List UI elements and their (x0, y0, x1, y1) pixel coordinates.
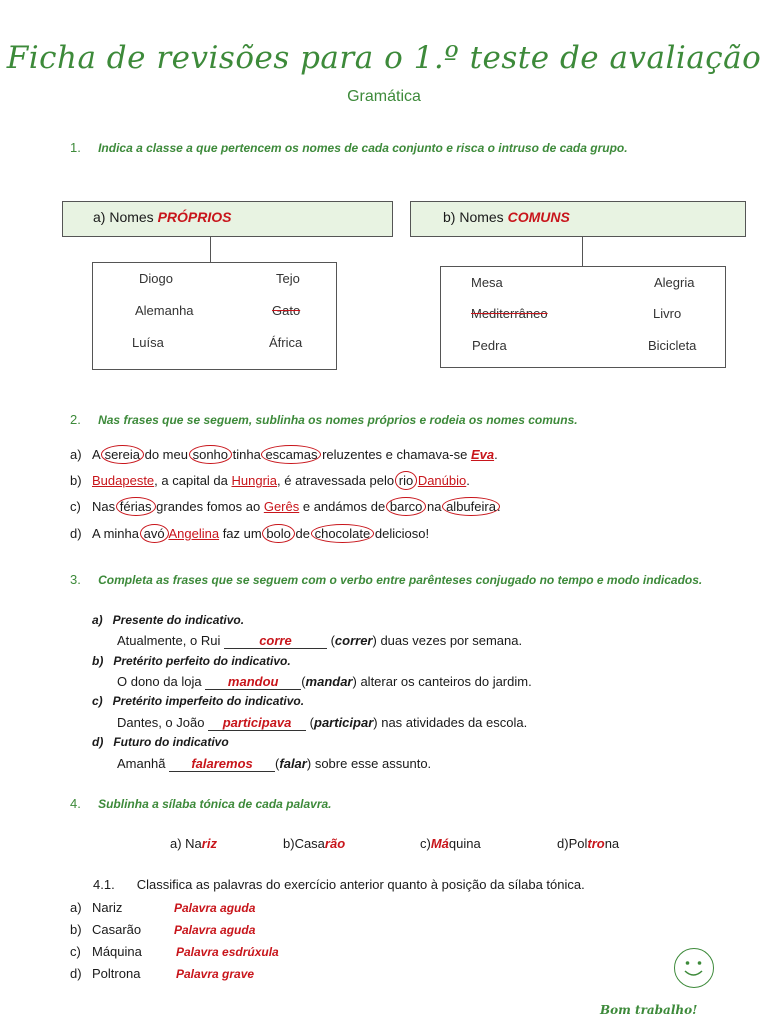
box-a-label: a) Nomes (93, 209, 158, 225)
sentence-b: b) Budapeste, a capital da Hungria, é atravessada pelo rio Danúbio. (70, 473, 470, 488)
answer-blank[interactable]: mandou (205, 674, 301, 690)
answer: Palavra aguda (174, 901, 256, 915)
common-noun: barco (386, 497, 427, 516)
common-noun: sereia (101, 445, 144, 464)
tonic-syllable: tro (587, 836, 605, 851)
tense-b: b) Pretérito perfeito do indicativo. (92, 654, 291, 668)
connector-a (210, 237, 211, 263)
sentence-a: a) A sereia do meu sonho tinha escamas reluzentes e chamava-se Eva. (70, 447, 498, 462)
question-text: Sublinha a sílaba tónica de cada palavra. (98, 797, 332, 811)
question-number: 4. (70, 796, 81, 811)
sentence-d: d) A minha avó Angelina faz um bolo de chocolate delicioso! (70, 526, 430, 541)
answer-blank[interactable]: corre (224, 633, 327, 649)
answer: Palavra aguda (174, 923, 256, 937)
question-text: Completa as frases que se seguem com o verbo entre parênteses conjugado no tempo e modo indicados. (98, 573, 703, 587)
tonic-syllable: riz (201, 836, 217, 851)
tonic-syllable: Má (430, 836, 449, 851)
question-number: 1. (70, 140, 81, 155)
question-4 (70, 796, 332, 811)
sentence-c: c) Nas férias grandes fomos ao Gerês e andámos de barco na albufeira. (70, 499, 501, 514)
proper-noun: Budapeste (92, 473, 155, 488)
word-item: Pedra (472, 338, 507, 353)
common-noun: albufeira (442, 497, 500, 516)
word-item-intruder: Gato (272, 303, 301, 318)
connector-b (582, 237, 583, 267)
common-noun: férias (116, 497, 156, 516)
word-item: Tejo (276, 271, 300, 286)
proper-noun: Eva (470, 447, 495, 462)
box-b-header (410, 201, 746, 237)
closing-message: Bom trabalho! (600, 1003, 698, 1017)
box-b-words (440, 266, 726, 368)
fill-line-a: Atualmente, o Rui corre (correr) duas vezes por semana. (117, 633, 523, 648)
word-item: Alemanha (135, 303, 194, 318)
smiley-icon (674, 948, 714, 988)
question-1 (70, 140, 628, 155)
question-text: Classifica as palavras do exercício anterior quanto à posição da sílaba tónica. (136, 877, 585, 892)
tense-a: a) Presente do indicativo. (92, 613, 245, 627)
common-noun: bolo (262, 524, 295, 543)
box-a-words (92, 262, 337, 370)
proper-noun: Hungria (231, 473, 278, 488)
common-noun: sonho (189, 445, 232, 464)
list-item: d) Poltrona Palavra grave (70, 966, 255, 981)
word-item-intruder: Mediterrâneo (471, 306, 548, 321)
tonic-word-b: b)Casarão (283, 836, 346, 851)
proper-noun: Angelina (168, 526, 220, 541)
proper-noun: Gerês (263, 499, 300, 514)
box-b-highlight: COMUNS (507, 209, 570, 225)
fill-line-b: O dono da loja mandou (mandar) alterar os canteiros do jardim. (117, 674, 532, 689)
question-text: Nas frases que se seguem, sublinha os nomes próprios e rodeia os nomes comuns. (98, 413, 578, 427)
proper-noun: Danúbio (417, 473, 467, 488)
answer-blank[interactable]: falaremos (169, 756, 275, 772)
box-b-label: b) Nomes (443, 209, 508, 225)
question-3 (70, 572, 702, 587)
question-number: 4.1. (93, 877, 115, 892)
common-noun: chocolate (311, 524, 375, 543)
question-number: 3. (70, 572, 81, 587)
tonic-word-a: a) Nariz (170, 836, 217, 851)
tonic-word-c: c)Máquina (420, 836, 481, 851)
answer: Palavra esdrúxula (176, 945, 279, 959)
list-item: c) Máquina Palavra esdrúxula (70, 944, 279, 959)
word-item: Bicicleta (648, 338, 697, 353)
common-noun: rio (395, 471, 417, 490)
common-noun: avó (140, 524, 169, 543)
question-4-1 (93, 877, 585, 892)
tonic-word-d: d)Poltrona (557, 836, 620, 851)
question-2 (70, 412, 578, 427)
tense-c: c) Pretérito imperfeito do indicativo. (92, 694, 305, 708)
fill-line-d: Amanhã falaremos (falar) sobre esse assunto. (117, 756, 432, 771)
page-title: Ficha de revisões para o 1.º teste de avaliação (6, 40, 762, 76)
answer-blank[interactable]: participava (208, 715, 306, 731)
question-number: 2. (70, 412, 81, 427)
page-subtitle: Gramática (347, 88, 421, 105)
list-item: b) Casarão Palavra aguda (70, 922, 256, 937)
classification-list (70, 897, 279, 985)
word-item: Alegria (654, 275, 695, 290)
word-item: Luísa (132, 335, 164, 350)
fill-line-c: Dantes, o João participava (participar) nas atividades da escola. (117, 715, 528, 730)
box-a-highlight: PRÓPRIOS (157, 209, 232, 225)
tonic-syllable: rão (324, 836, 346, 851)
word-item: Diogo (139, 271, 173, 286)
word-item: África (269, 335, 303, 350)
word-item: Livro (653, 306, 682, 321)
list-item: a) Nariz Palavra aguda (70, 900, 256, 915)
word-item: Mesa (471, 275, 503, 290)
answer: Palavra grave (176, 967, 255, 981)
common-noun: escamas (261, 445, 321, 464)
tense-d: d) Futuro do indicativo (92, 735, 229, 749)
question-text: Indica a classe a que pertencem os nomes de cada conjunto e risca o intruso de cada grupo. (98, 141, 628, 155)
box-a-header (62, 201, 393, 237)
